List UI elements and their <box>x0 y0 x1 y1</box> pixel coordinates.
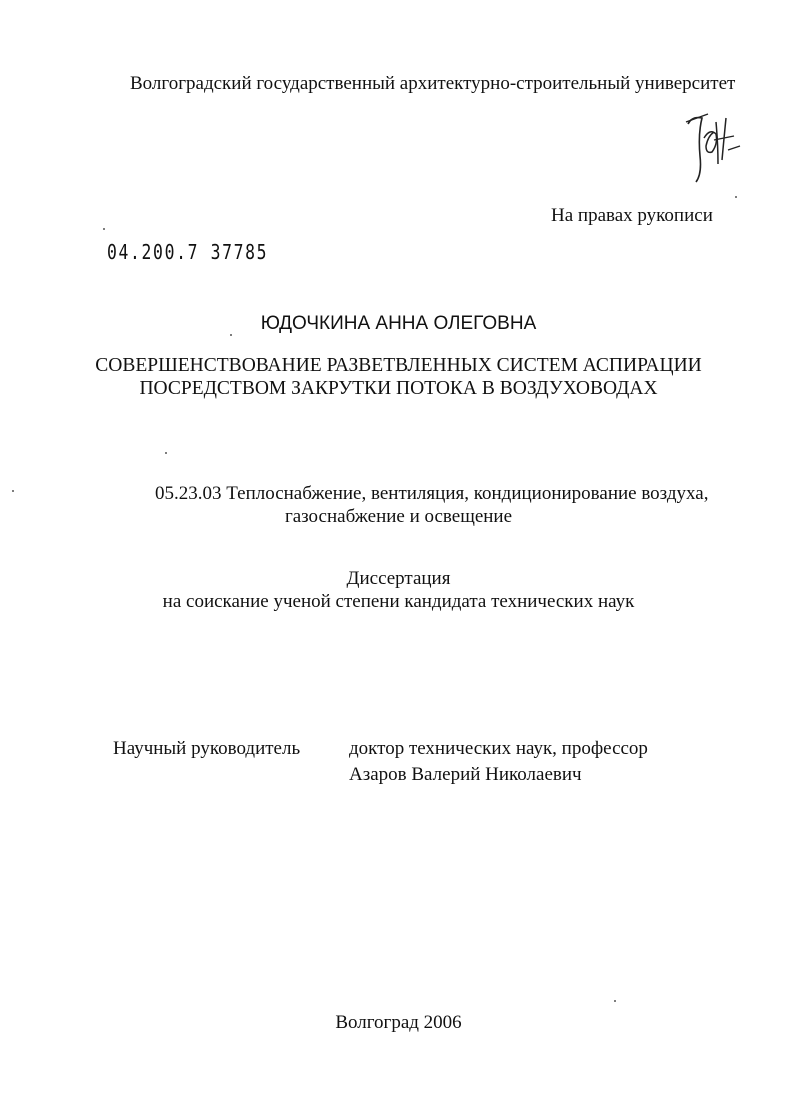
archive-stamp-number: 04.200.7 37785 <box>107 240 269 264</box>
scan-speck <box>735 196 737 198</box>
scan-speck <box>103 228 105 230</box>
specialty-line-2: газоснабжение и освещение <box>284 506 513 527</box>
degree-description: на соискание ученой степени кандидата технических наук <box>162 591 635 612</box>
university-name: Волгоградский государственный архитектурно-строительный университет <box>130 73 736 94</box>
scan-speck <box>230 334 232 336</box>
dissertation-title-line-1: СОВЕРШЕНСТВОВАНИЕ РАЗВЕТВЛЕННЫХ СИСТЕМ АСПИРАЦИИ <box>95 355 702 376</box>
supervisor-degree: доктор технических наук, профессор <box>349 738 648 759</box>
city-year: Волгоград 2006 <box>335 1012 462 1033</box>
scan-speck <box>12 490 14 492</box>
supervisor-name: Азаров Валерий Николаевич <box>349 764 582 785</box>
specialty-line-1: 05.23.03 Теплоснабжение, вентиляция, кондиционирование воздуха, <box>155 483 709 504</box>
dissertation-title-line-2: ПОСРЕДСТВОМ ЗАКРУТКИ ПОТОКА В ВОЗДУХОВОДАХ <box>139 378 658 399</box>
dissertation-label: Диссертация <box>346 568 451 589</box>
scan-speck <box>165 452 167 454</box>
handwritten-signature <box>678 104 748 186</box>
supervisor-label: Научный руководитель <box>113 738 301 759</box>
rights-notice: На правах рукописи <box>551 205 713 226</box>
scan-speck <box>614 1000 616 1002</box>
author-name: ЮДОЧКИНА АННА ОЛЕГОВНА <box>260 313 537 334</box>
